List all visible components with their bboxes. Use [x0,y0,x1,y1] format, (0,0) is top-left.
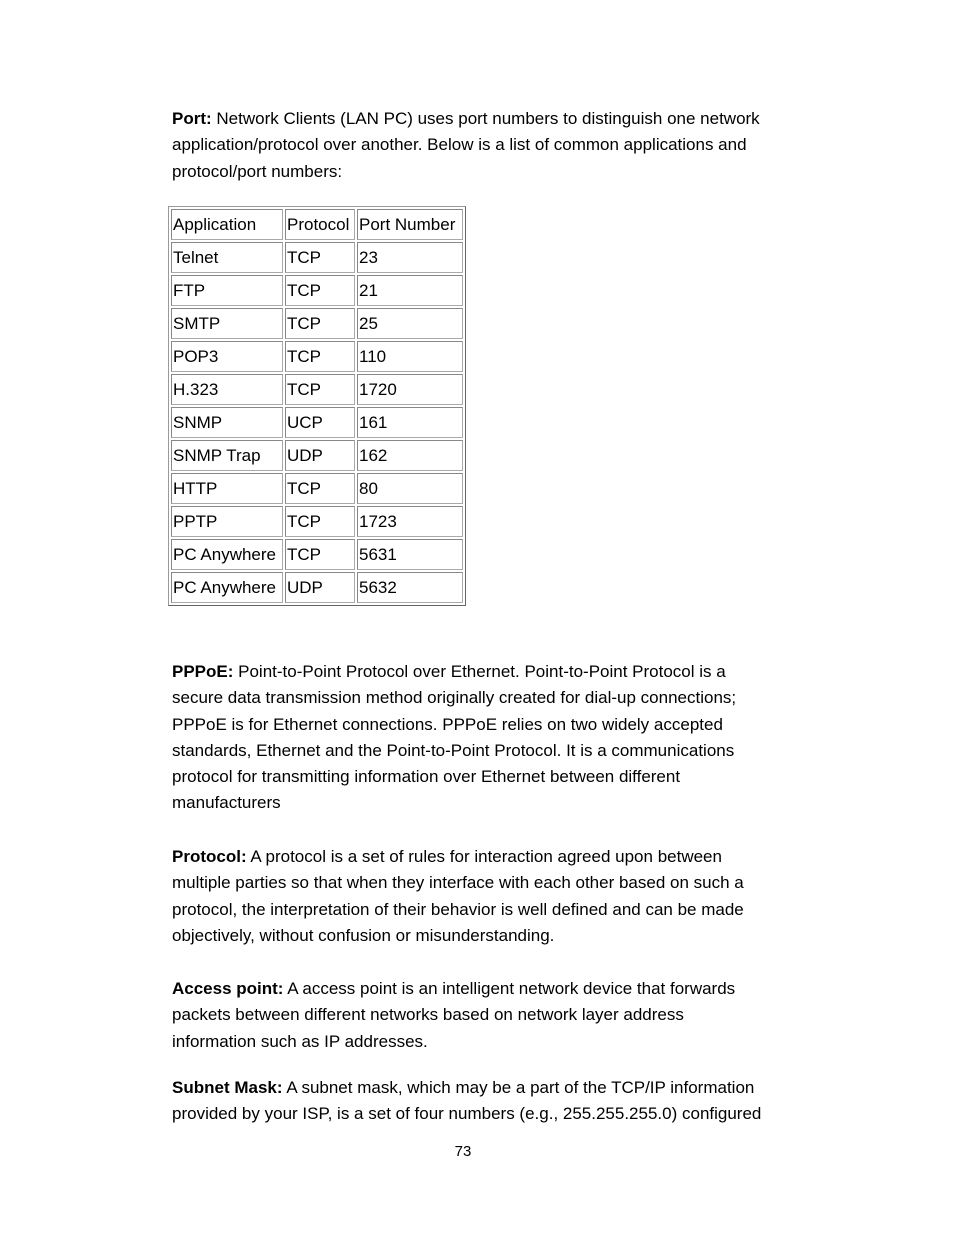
text-line: application/protocol over another. Below is a list of common applications and [172,135,747,155]
page-number: 73 [454,1143,472,1160]
subnet-mask-definition [172,1075,812,1128]
table-cell: TCP [285,539,355,570]
table-cell: UDP [285,440,355,471]
text-line: Point-to-Point Protocol over Ethernet. Point-to-Point Protocol is a [233,662,726,681]
header-cell: Port Number [357,209,463,240]
table-row [171,473,463,504]
table-row [171,440,463,471]
text-line: multiple parties so that when they interface with each other based on such a [172,873,744,893]
header-cell: Protocol [285,209,355,240]
table-row [171,407,463,438]
text-line: provided by your ISP, is a set of four numbers (e.g., 255.255.255.0) configured [172,1104,762,1124]
table-cell: PPTP [171,506,283,537]
text-line: A subnet mask, which may be a part of the TCP/IP information [282,1078,755,1097]
table-row [171,308,463,339]
port-table [168,206,466,606]
access-point-definition [172,976,812,1055]
table-cell: 161 [357,407,463,438]
port-definition [172,106,812,185]
table-cell: TCP [285,308,355,339]
table-cell: PC Anywhere [171,572,283,603]
table-cell: TCP [285,506,355,537]
header-cell: Application [171,209,283,240]
text-line: PPPoE is for Ethernet connections. PPPoE relies on two widely accepted [172,714,723,734]
text-line: protocol for transmitting information over Ethernet between different [172,767,681,787]
table-cell: 80 [357,473,463,504]
text-line: secure data transmission method originally created for dial-up connections; [172,688,737,708]
table-cell: PC Anywhere [171,539,283,570]
text-line: protocol/port numbers: [172,161,343,181]
table-cell: UDP [285,572,355,603]
protocol-definition [172,844,812,949]
pppoe-definition [172,659,812,817]
table-row [171,242,463,273]
table-cell: SNMP [171,407,283,438]
table-cell: 1720 [357,374,463,405]
term: Port: [172,109,212,128]
table-cell: 162 [357,440,463,471]
term: PPPoE: [172,662,234,681]
table-cell: H.323 [171,374,283,405]
table-cell: 23 [357,242,463,273]
text-line: Network Clients (LAN PC) uses port numbers to distinguish one network [211,109,760,128]
term: Subnet Mask: [172,1078,283,1097]
table-row [171,506,463,537]
text-line: protocol, the interpretation of their behavior is well defined and can be made [172,899,744,919]
table-cell: 5631 [357,539,463,570]
table-row [171,539,463,570]
text-line: manufacturers [172,793,281,813]
table-row [171,572,463,603]
table-cell: TCP [285,242,355,273]
table-cell: TCP [285,275,355,306]
term: Protocol: [172,847,247,866]
term: Access point: [172,979,284,998]
text-line: A protocol is a set of rules for interaction agreed upon between [246,847,722,866]
table-cell: TCP [285,374,355,405]
text-line: objectively, without confusion or misunderstanding. [172,925,555,945]
text-line: standards, Ethernet and the Point-to-Point Protocol. It is a communications [172,740,735,760]
text-line: information such as IP addresses. [172,1031,428,1051]
table-cell: TCP [285,341,355,372]
table-cell: SNMP Trap [171,440,283,471]
table-cell: TCP [285,473,355,504]
table-cell: Telnet [171,242,283,273]
text-line: packets between different networks based on network layer address [172,1005,684,1025]
table-cell: UCP [285,407,355,438]
table-row [171,275,463,306]
table-cell: 110 [357,341,463,372]
table-row [171,374,463,405]
table-row [171,341,463,372]
table-cell: 1723 [357,506,463,537]
table-cell: POP3 [171,341,283,372]
table-cell: 21 [357,275,463,306]
table-cell: FTP [171,275,283,306]
table-cell: 5632 [357,572,463,603]
text-line: A access point is an intelligent network device that forwards [283,979,736,998]
table-cell: SMTP [171,308,283,339]
header-row [171,209,463,240]
table-cell: HTTP [171,473,283,504]
table-cell: 25 [357,308,463,339]
